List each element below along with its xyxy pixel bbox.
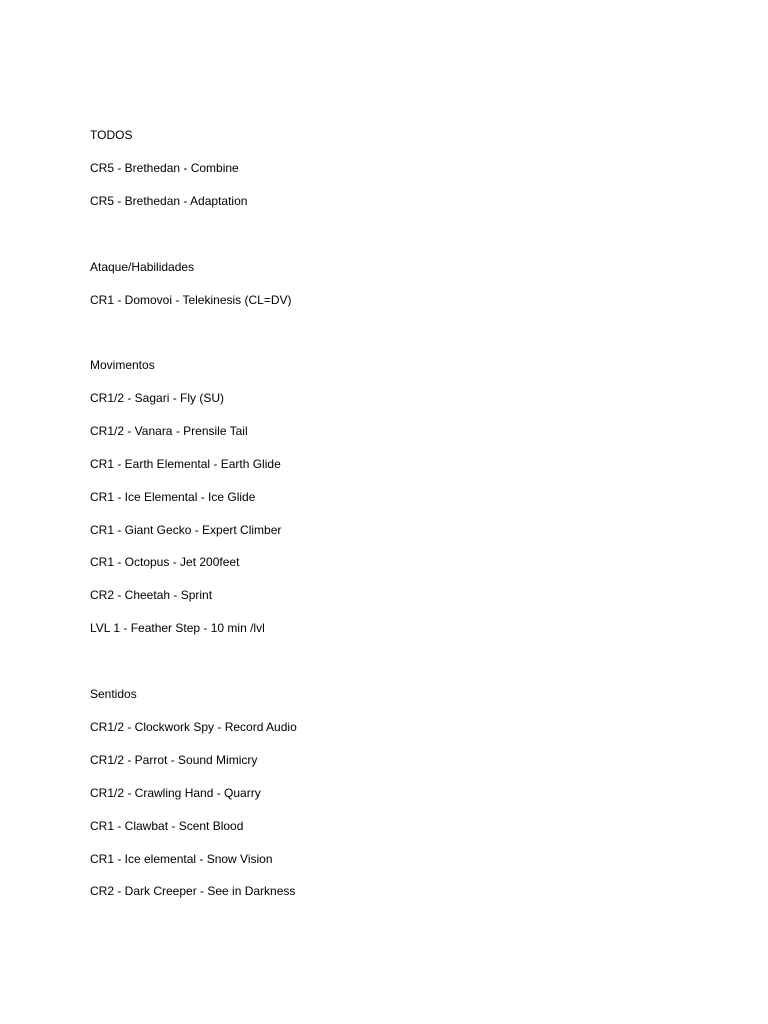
list-item: CR1/2 - Vanara - Prensile Tail xyxy=(90,424,248,438)
list-item: CR5 - Brethedan - Adaptation xyxy=(90,194,248,208)
list-item: CR1 - Clawbat - Scent Blood xyxy=(90,819,244,833)
list-item: CR1/2 - Crawling Hand - Quarry xyxy=(90,786,261,800)
section-heading-sentidos: Sentidos xyxy=(90,687,137,701)
list-item: CR1 - Earth Elemental - Earth Glide xyxy=(90,457,281,471)
list-item: CR1 - Ice elemental - Snow Vision xyxy=(90,852,273,866)
section-heading-ataque-habilidades: Ataque/Habilidades xyxy=(90,260,195,274)
list-item: CR1 - Octopus - Jet 200feet xyxy=(90,555,240,569)
list-item: CR1/2 - Parrot - Sound Mimicry xyxy=(90,753,258,767)
list-item: CR1/2 - Sagari - Fly (SU) xyxy=(90,391,225,405)
list-item: CR1 - Domovoi - Telekinesis (CL=DV) xyxy=(90,293,292,307)
list-item: CR2 - Cheetah - Sprint xyxy=(90,588,213,602)
list-item: CR1/2 - Clockwork Spy - Record Audio xyxy=(90,720,297,734)
list-item: CR1 - Giant Gecko - Expert Climber xyxy=(90,523,282,537)
list-item: CR5 - Brethedan - Combine xyxy=(90,161,239,175)
list-item: LVL 1 - Feather Step - 10 min /lvl xyxy=(90,621,265,635)
list-item: CR1 - Ice Elemental - Ice Glide xyxy=(90,490,256,504)
section-heading-movimentos: Movimentos xyxy=(90,358,155,372)
section-heading-todos: TODOS xyxy=(90,128,133,142)
list-item: CR2 - Dark Creeper - See in Darkness xyxy=(90,884,296,898)
